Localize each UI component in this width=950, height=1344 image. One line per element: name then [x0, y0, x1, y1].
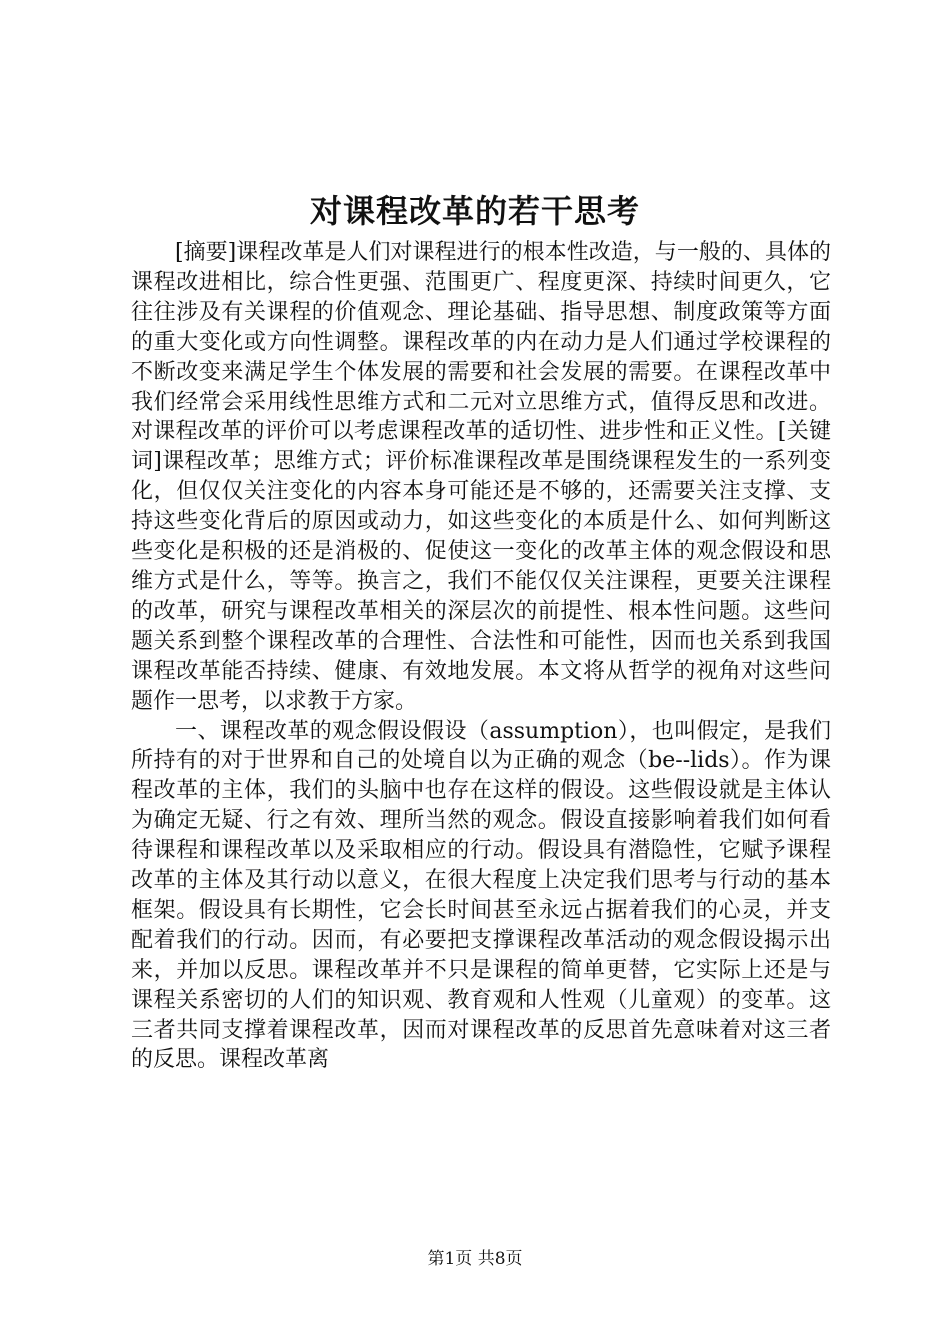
- document-body: [131, 238, 831, 1075]
- page-title: 对课程改革的若干思考: [309, 192, 640, 230]
- paragraph-abstract: [摘要]课程改革是人们对课程进行的根本性改造，与一般的、具体的课程改进相比，综合性更强、范围更广、程度更深、持续时间更久，它往往涉及有关课程的价值观念、理论基础、指导思想、制度政策等方面的重大变化或方向性调整。课程改革的内在动力是人们通过学校课程的不断改变来满足学生个体发展的需要和社会发展的需要。在课程改革中我们经常会采用线性思维方式和二元对立思维方式，值得反思和改进。对课程改革的评价可以考虑课程改革的适切性、进步性和正义性。[关键词]课程改革；思维方式；评价标准课程改革是围绕课程发生的一系列变化，但仅仅关注变化的内容本身可能还是不够的，还需要关注支撑、支持这些变化背后的原因或动力，如这些变化的本质是什么、如何判断这些变化是积极的还是消极的、促使这一变化的改革主体的观念假设和思维方式是什么，等等。换言之，我们不能仅仅关注课程，更要关注课程的改革，研究与课程改革相关的深层次的前提性、根本性问题。这些问题关系到整个课程改革的合理性、合法性和可能性，因而也关系到我国课程改革能否持续、健康、有效地发展。本文将从哲学的视角对这些问题作一思考，以求教于方家。: [131, 240, 831, 714]
- paragraph-section-one: 一、课程改革的观念假设假设（assumption），也叫假定，是我们所持有的对于世界和自己的处境自以为正确的观念（be--lids）。作为课程改革的主体，我们的头脑中也存在这样的假设。这些假设就是主体认为确定无疑、行之有效、理所当然的观念。假设直接影响着我们如何看待课程和课程改革以及采取相应的行动。假设具有潜隐性，它赋予课程改革的主体及其行动以意义，在很大程度上决定我们思考与行动的基本框架。假设具有长期性，它会长时间甚至永远占据着我们的心灵，并支配着我们的行动。因而，有必要把支撑课程改革活动的观念假设揭示出来，并加以反思。课程改革并不只是课程的简单更替，它实际上还是与课程关系密切的人们的知识观、教育观和人性观（儿童观）的变革。这三者共同支撑着课程改革，因而对课程改革的反思首先意味着对这三者的反思。课程改革离: [131, 718, 831, 1073]
- page-number-footer: 第1页 共8页: [427, 1249, 523, 1269]
